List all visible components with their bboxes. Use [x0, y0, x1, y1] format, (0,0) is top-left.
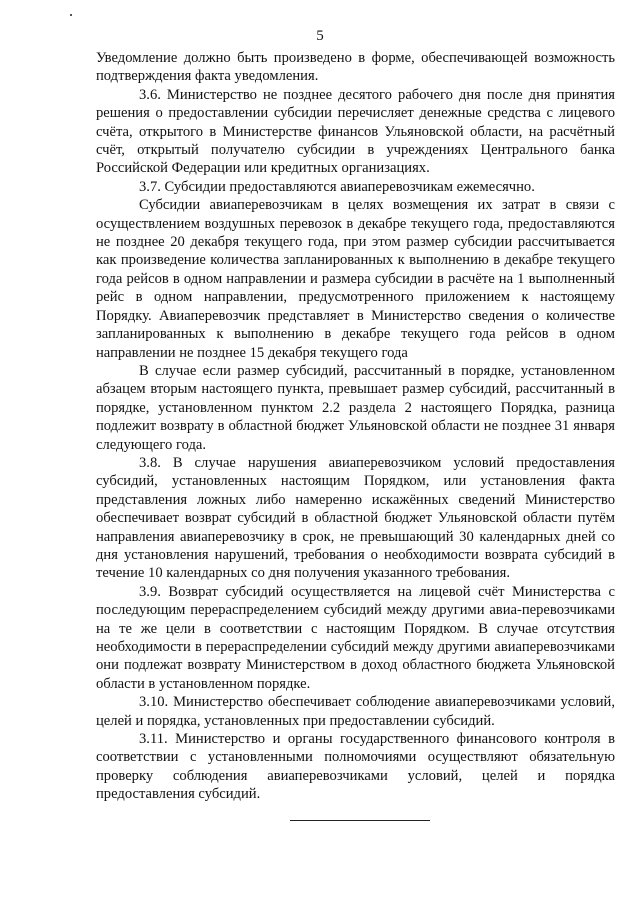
paragraph-3-11: 3.11. Министерство и органы государственного финансового контроля в соответствии с установленными полномочиями осуществляют обязательную проверку соблюдения авиаперевозчиками условий, целей и порядка предоставления субсидий.: [96, 731, 615, 803]
paragraph-3-8: 3.8. В случае нарушения авиаперевозчиком условий предоставления субсидий, установленных настоящим Порядком, или установления факта представления ложных либо намеренно искажённых сведений Министерство обеспечивает возврат субсидий в областной бюджет Ульяновской области путём направления авиаперевозчику в срок, не превышающий 30 календарных дней со дня установления нарушений, требования о необходимости возврата субсидий в течение 10 календарных со дня получения указанного требования.: [96, 454, 615, 582]
paragraph-notification-form: Уведомление должно быть произведено в форме, обеспечивающей возможность подтверждения факта уведомления.: [96, 50, 615, 85]
end-separator-line: [290, 820, 430, 821]
paragraph-subsidy-return-difference: В случае если размер субсидий, рассчитанный в порядке, установленном абзацем вторым настоящего пункта, превышает размер субсидий, рассчитанный в порядке, установленном пунктом 2.2 раздела 2 настоящего Порядка, разница подлежит возврату в областной бюджет Ульяновской области не позднее 31 января следующего года.: [96, 362, 615, 453]
document-body: [96, 49, 615, 804]
paragraph-3-9: 3.9. Возврат субсидий осуществляется на лицевой счёт Министерства с последующим перераспределением субсидий между другими авиа-перевозчиками на те же цели в соответствии с настоящим Порядком. В случае отсутствия необходимости в перераспределении субсидий между другими авиаперевозчиками они подлежат возврату Министерством в доход областного бюджета Ульяновской области в установленном порядке.: [96, 583, 615, 692]
paragraph-3-6: 3.6. Министерство не позднее десятого рабочего дня после дня принятия решения о предоставлении субсидии перечисляет денежные средства с лицевого счёта, открытого в Министерстве финансов Ульяновской области, на расчётный счёт, открытый получателю субсидии в учреждениях Центрального банка Российской Федерации или кредитных организациях.: [96, 86, 615, 177]
paragraph-3-10: 3.10. Министерство обеспечивает соблюдение авиаперевозчиками условий, целей и порядка, установленных при предоставлении субсидий.: [96, 694, 615, 729]
paragraph-december-subsidies: Субсидии авиаперевозчикам в целях возмещения их затрат в связи с осуществлением воздушных перевозок в декабре текущего года, предоставляются не позднее 20 декабря текущего года, при этом размер субсидии рассчитывается как произведение количества запланированных к выполнению в декабре текущего года рейсов в одном направлении и размера субсидии в расчёте на 1 выполненный рейс в одном направлении, предусмотренного приложением к настоящему Порядку. Авиаперевозчик представляет в Министерство сведения о количестве запланированных к выполнению в декабре текущего года рейсов в одном направлении не позднее 15 декабря текущего года: [96, 197, 615, 361]
scan-speck: [70, 14, 72, 16]
page-number: 5: [316, 28, 324, 44]
paragraph-3-7: 3.7. Субсидии предоставляются авиаперевозчикам ежемесячно.: [139, 178, 535, 195]
